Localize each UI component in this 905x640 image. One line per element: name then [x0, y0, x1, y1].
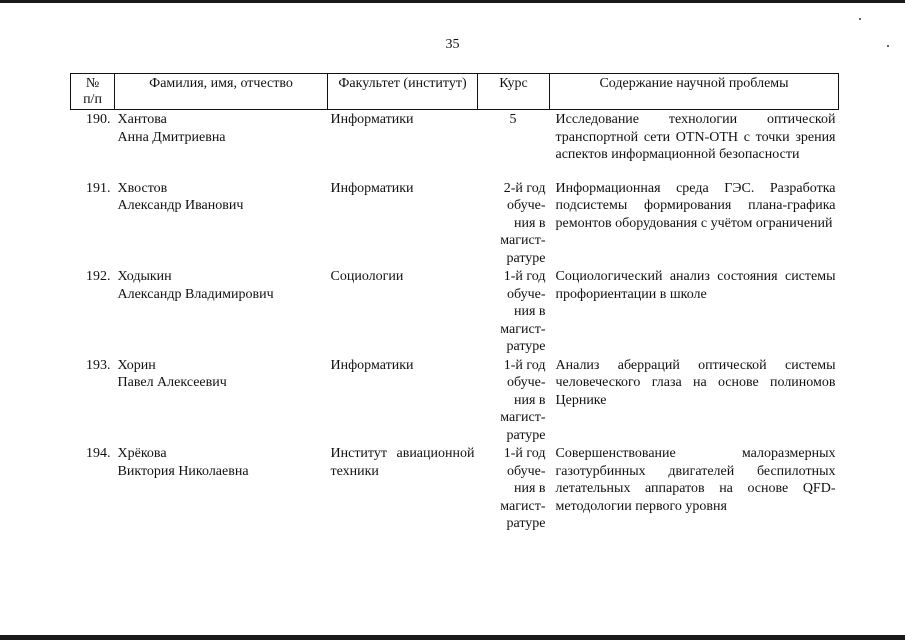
course-line: 1-й год — [503, 446, 546, 461]
topic-cell: Анализ аберраций оптической системы человеческого глаза на основе полиномов Цернике — [555, 357, 836, 408]
header-faculty: Факультет (институт) — [328, 74, 478, 110]
student-surname: Ходыкин — [117, 269, 172, 284]
course-line: магист- — [500, 233, 546, 248]
header-number — [71, 74, 115, 110]
course-line: обуче- — [506, 198, 546, 213]
student-given-names: Александр Владимирович — [117, 286, 274, 302]
student-given-names: Павел Алексеевич — [117, 375, 227, 390]
course-line: ратуре — [506, 516, 546, 531]
course-line: ратуре — [506, 339, 546, 354]
student-given-names: Александр Иванович — [117, 198, 244, 213]
student-name — [115, 267, 328, 356]
student-name — [115, 356, 328, 445]
scan-bottom-edge — [0, 635, 905, 640]
faculty-cell: Институт авиационной техники — [330, 446, 475, 479]
course-line: ния в — [513, 392, 546, 408]
course-line: ния в — [513, 481, 546, 496]
course-cell — [478, 356, 550, 445]
course-line: 5 — [509, 112, 517, 127]
page-number: 35 — [445, 37, 460, 52]
student-name — [115, 179, 328, 268]
course-line: ратуре — [506, 250, 546, 266]
course-line: обуче- — [506, 463, 546, 479]
student-given-names: Виктория Николаевна — [117, 463, 249, 479]
table-body — [71, 110, 839, 533]
course-cell — [478, 444, 550, 533]
students-table — [70, 73, 839, 533]
student-given-names: Анна Дмитриевна — [117, 129, 226, 145]
course-line: обуче- — [506, 286, 546, 302]
topic-cell: Информационная среда ГЭС. Разработка подсистемы формирования плана-графика ремонтов оборудования с учётом ограничений — [555, 180, 836, 231]
scan-top-edge — [0, 0, 905, 3]
course-line: ния в — [513, 304, 546, 319]
faculty-cell: Информатики — [330, 357, 414, 373]
row-number: 192. — [86, 269, 111, 284]
student-surname: Хвостов — [117, 180, 168, 196]
table-header — [71, 74, 839, 110]
course-line: обуче- — [506, 375, 546, 390]
student-surname: Хорин — [117, 357, 156, 373]
course-cell — [478, 110, 550, 179]
topic-cell: Социологический анализ состояния системы профориентации в школе — [555, 269, 836, 302]
table-row — [71, 267, 839, 356]
table-row — [71, 179, 839, 268]
scan-speck — [859, 18, 861, 20]
header-topic: Содержание научной проблемы — [550, 74, 839, 110]
header-name: Фамилия, имя, отчество — [115, 74, 328, 110]
header-number-symbol: № — [85, 76, 100, 91]
faculty-cell: Информатики — [330, 180, 414, 196]
course-line: 2-й год — [503, 180, 546, 196]
topic-cell: Исследование технологии оптической транспортной сети OTN-OTH с точки зрения аспектов информационной безопасности — [555, 112, 836, 162]
header-number-abbrev: п/п — [83, 92, 102, 107]
course-line: ратуре — [506, 427, 546, 443]
faculty-cell: Социологии — [330, 269, 404, 284]
course-line: магист- — [500, 410, 546, 425]
course-line: 1-й год — [503, 357, 546, 373]
row-number: 194. — [86, 446, 111, 461]
student-name — [115, 444, 328, 533]
course-line: 1-й год — [503, 269, 546, 284]
course-line: ния в — [513, 215, 546, 231]
course-line: магист- — [500, 498, 546, 514]
table-row — [71, 110, 839, 179]
row-number: 190. — [86, 112, 111, 127]
course-line: магист- — [500, 321, 546, 337]
table-row — [71, 444, 839, 533]
course-cell — [478, 267, 550, 356]
student-surname: Хрёкова — [117, 446, 167, 461]
student-name — [115, 110, 328, 179]
header-course: Курс — [478, 74, 550, 110]
table-row — [71, 356, 839, 445]
topic-cell: Совершенствование малоразмерных газотурбинных двигателей беспилотных летательных аппаратов на основе QFD-методологии первого уровня — [555, 446, 836, 514]
faculty-cell: Информатики — [330, 112, 414, 127]
student-surname: Хантова — [117, 112, 167, 127]
course-cell — [478, 179, 550, 268]
row-number: 193. — [86, 357, 111, 373]
row-number: 191. — [86, 180, 111, 196]
